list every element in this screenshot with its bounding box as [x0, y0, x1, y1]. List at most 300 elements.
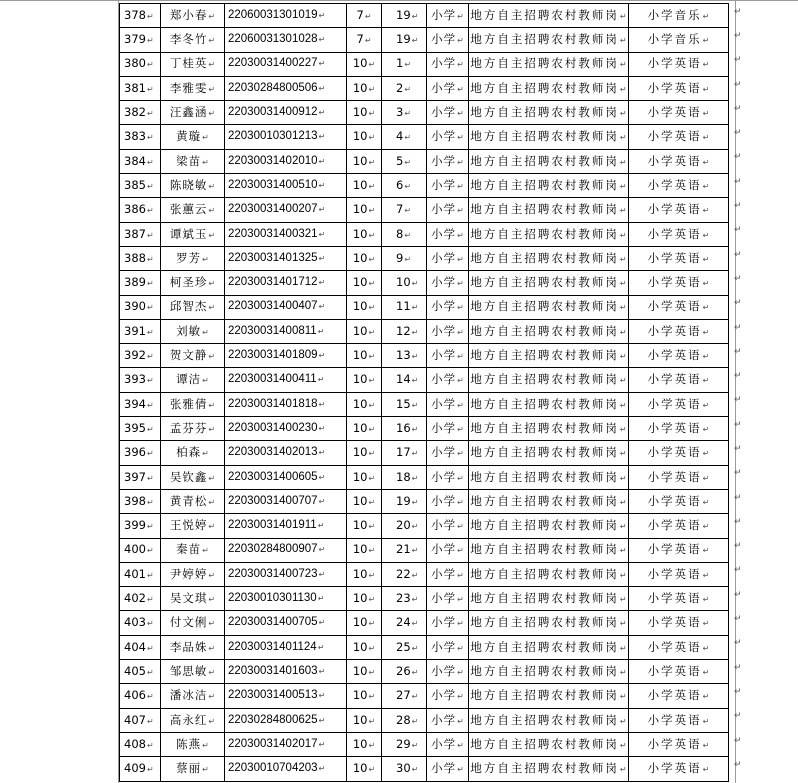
cell-score-text: 10 — [352, 153, 368, 168]
cell-exam-id-text: 22030031401809 — [228, 349, 318, 362]
cell-end-mark-icon: ↵ — [619, 692, 627, 702]
row-end-mark-icon: ↵ — [734, 249, 742, 260]
cell-score — [347, 417, 382, 441]
cell-name — [161, 611, 225, 635]
cell-position-text: 地方自主招聘农村教师岗 — [470, 663, 619, 678]
cell-name-text: 孟芬芬 — [169, 420, 208, 435]
results-table — [119, 3, 729, 782]
cell-exam-id — [225, 587, 347, 611]
cell-level-text: 小学 — [431, 323, 457, 338]
cell-level — [427, 441, 469, 465]
cell-end-mark-icon: ↵ — [208, 60, 216, 70]
cell-subject — [629, 392, 729, 416]
cell-subject-text: 小学英语 — [647, 129, 702, 144]
cell-subject — [629, 4, 729, 28]
cell-end-mark-icon: ↵ — [368, 595, 376, 605]
cell-end-mark-icon: ↵ — [619, 765, 627, 775]
cell-number-text: 378 — [124, 7, 146, 22]
row-end-mark-icon: ↵ — [734, 322, 742, 333]
cell-position — [469, 52, 629, 76]
row-end-mark-icon: ↵ — [734, 759, 742, 770]
cell-end-mark-icon: ↵ — [368, 570, 376, 580]
cell-end-mark-icon: ↵ — [208, 473, 216, 483]
table-row — [120, 52, 729, 76]
cell-end-mark-icon: ↵ — [318, 83, 326, 93]
cell-score — [347, 174, 382, 198]
cell-rank — [382, 246, 427, 270]
cell-number — [120, 587, 161, 611]
cell-end-mark-icon: ↵ — [457, 60, 464, 70]
cell-level — [427, 101, 469, 125]
cell-end-mark-icon: ↵ — [208, 643, 216, 653]
cell-number-text: 384 — [124, 153, 146, 168]
cell-end-mark-icon: ↵ — [318, 156, 326, 166]
cell-rank-text: 1 — [396, 56, 404, 71]
cell-score — [347, 101, 382, 125]
cell-end-mark-icon: ↵ — [702, 11, 710, 21]
cell-subject — [629, 101, 729, 125]
cell-position-text: 地方自主招聘农村教师岗 — [470, 202, 619, 217]
cell-level — [427, 222, 469, 246]
cell-level — [427, 465, 469, 489]
cell-end-mark-icon: ↵ — [146, 84, 154, 94]
cell-exam-id-text: 22030031401325 — [228, 251, 318, 264]
cell-subject-text: 小学英语 — [647, 542, 702, 557]
cell-exam-id-text: 22030031400230 — [228, 421, 318, 434]
cell-score-text: 7 — [356, 32, 364, 47]
table-row — [120, 392, 729, 416]
cell-number-text: 404 — [124, 639, 146, 654]
cell-rank — [382, 489, 427, 513]
cell-end-mark-icon: ↵ — [368, 230, 376, 240]
cell-end-mark-icon: ↵ — [457, 595, 464, 605]
cell-end-mark-icon: ↵ — [702, 181, 710, 191]
cell-end-mark-icon: ↵ — [702, 667, 710, 677]
cell-exam-id-text: 22030031402013 — [228, 446, 318, 459]
cell-number — [120, 660, 161, 684]
cell-exam-id — [225, 684, 347, 708]
cell-rank-text: 22 — [396, 566, 411, 581]
cell-score — [347, 538, 382, 562]
cell-number-text: 395 — [124, 420, 146, 435]
cell-subject-text: 小学英语 — [647, 493, 702, 508]
table-row — [120, 538, 729, 562]
cell-end-mark-icon: ↵ — [457, 230, 464, 240]
cell-score-text: 10 — [352, 688, 368, 703]
cell-level — [427, 271, 469, 295]
cell-end-mark-icon: ↵ — [457, 157, 464, 167]
cell-position — [469, 660, 629, 684]
cell-position — [469, 198, 629, 222]
cell-end-mark-icon: ↵ — [146, 595, 154, 605]
cell-position-text: 地方自主招聘农村教师岗 — [470, 323, 619, 338]
cell-end-mark-icon: ↵ — [457, 279, 464, 289]
cell-rank — [382, 28, 427, 52]
cell-rank — [382, 392, 427, 416]
cell-end-mark-icon: ↵ — [146, 740, 154, 750]
table-row — [120, 344, 729, 368]
cell-name — [161, 125, 225, 149]
cell-number — [120, 344, 161, 368]
cell-subject-text: 小学英语 — [647, 226, 702, 241]
cell-exam-id — [225, 125, 347, 149]
cell-rank-text: 2 — [396, 80, 404, 95]
cell-subject — [629, 198, 729, 222]
cell-subject-text: 小学英语 — [647, 688, 702, 703]
cell-end-mark-icon: ↵ — [702, 327, 710, 337]
cell-subject — [629, 708, 729, 732]
cell-end-mark-icon: ↵ — [146, 692, 154, 702]
cell-name — [161, 660, 225, 684]
cell-subject — [629, 514, 729, 538]
cell-subject-text: 小学英语 — [647, 761, 702, 776]
cell-end-mark-icon: ↵ — [404, 254, 412, 264]
cell-position-text: 地方自主招聘农村教师岗 — [470, 639, 619, 654]
cell-rank-text: 27 — [396, 688, 411, 703]
cell-level-text: 小学 — [431, 591, 457, 606]
cell-end-mark-icon: ↵ — [318, 715, 326, 725]
row-end-mark-icon: ↵ — [734, 346, 742, 357]
cell-name — [161, 538, 225, 562]
table-row — [120, 76, 729, 100]
cell-end-mark-icon: ↵ — [619, 109, 627, 119]
table-row — [120, 635, 729, 659]
cell-end-mark-icon: ↵ — [411, 546, 419, 556]
cell-name-text: 李冬竹 — [169, 32, 208, 47]
cell-score-text: 10 — [352, 445, 368, 460]
table-row — [120, 489, 729, 513]
cell-name-text: 张蕙云 — [169, 202, 208, 217]
cell-score — [347, 514, 382, 538]
cell-rank — [382, 222, 427, 246]
cell-level — [427, 538, 469, 562]
cell-score — [347, 319, 382, 343]
cell-number-text: 402 — [124, 591, 146, 606]
row-end-mark-icon: ↵ — [734, 55, 742, 66]
cell-name-text: 黄青松 — [169, 493, 208, 508]
cell-position — [469, 757, 629, 781]
cell-rank-text: 23 — [396, 591, 411, 606]
cell-end-mark-icon: ↵ — [208, 522, 216, 532]
row-end-mark-icon: ↵ — [734, 30, 742, 41]
cell-name — [161, 76, 225, 100]
cell-score — [347, 149, 382, 173]
cell-subject-text: 小学英语 — [647, 299, 702, 314]
cell-number-text: 396 — [124, 445, 146, 460]
cell-number — [120, 271, 161, 295]
cell-end-mark-icon: ↵ — [619, 400, 627, 410]
cell-position-text: 地方自主招聘农村教师岗 — [470, 80, 619, 95]
cell-end-mark-icon: ↵ — [411, 595, 419, 605]
cell-subject-text: 小学英语 — [647, 80, 702, 95]
cell-number — [120, 635, 161, 659]
cell-end-mark-icon: ↵ — [318, 180, 326, 190]
cell-subject-text: 小学英语 — [647, 591, 702, 606]
cell-end-mark-icon: ↵ — [457, 11, 464, 21]
cell-name-text: 汪鑫涵 — [169, 105, 208, 120]
cell-rank-text: 19 — [396, 7, 411, 22]
row-end-mark-icon: ↵ — [734, 735, 742, 746]
cell-end-mark-icon: ↵ — [368, 643, 376, 653]
cell-name-text: 刘敏 — [176, 323, 202, 338]
cell-name-text: 吴文琪 — [169, 591, 208, 606]
cell-end-mark-icon: ↵ — [368, 497, 376, 507]
cell-exam-id-text: 22030031400227 — [228, 57, 318, 70]
cell-position-text: 地方自主招聘农村教师岗 — [470, 105, 619, 120]
cell-score — [347, 587, 382, 611]
cell-end-mark-icon: ↵ — [411, 716, 419, 726]
cell-end-mark-icon: ↵ — [702, 740, 710, 750]
cell-rank-text: 13 — [396, 348, 411, 363]
cell-end-mark-icon: ↵ — [146, 619, 154, 629]
table-row — [120, 271, 729, 295]
cell-number-text: 399 — [124, 518, 146, 533]
cell-subject-text: 小学英语 — [647, 639, 702, 654]
cell-subject — [629, 441, 729, 465]
cell-position — [469, 538, 629, 562]
cell-rank — [382, 52, 427, 76]
cell-end-mark-icon: ↵ — [317, 326, 325, 336]
cell-subject — [629, 174, 729, 198]
cell-subject — [629, 732, 729, 756]
cell-number — [120, 538, 161, 562]
cell-end-mark-icon: ↵ — [702, 546, 710, 556]
cell-rank — [382, 708, 427, 732]
cell-name — [161, 295, 225, 319]
cell-level — [427, 295, 469, 319]
cell-end-mark-icon: ↵ — [702, 595, 710, 605]
cell-end-mark-icon: ↵ — [368, 133, 376, 143]
cell-end-mark-icon: ↵ — [202, 133, 209, 143]
cell-level-text: 小学 — [431, 615, 457, 630]
cell-end-mark-icon: ↵ — [702, 352, 710, 362]
cell-end-mark-icon: ↵ — [457, 619, 464, 629]
cell-end-mark-icon: ↵ — [404, 206, 412, 216]
cell-rank-text: 18 — [396, 469, 411, 484]
cell-end-mark-icon: ↵ — [702, 497, 710, 507]
cell-position — [469, 76, 629, 100]
cell-position — [469, 417, 629, 441]
cell-end-mark-icon: ↵ — [457, 643, 464, 653]
row-end-mark-icon: ↵ — [734, 201, 742, 212]
cell-level-text: 小学 — [431, 56, 457, 71]
cell-level-text: 小学 — [431, 639, 457, 654]
cell-position — [469, 489, 629, 513]
cell-end-mark-icon: ↵ — [619, 667, 627, 677]
cell-end-mark-icon: ↵ — [208, 716, 216, 726]
cell-exam-id — [225, 368, 347, 392]
cell-subject-text: 小学英语 — [647, 663, 702, 678]
cell-end-mark-icon: ↵ — [146, 303, 154, 313]
cell-exam-id-text: 22030031400513 — [228, 689, 318, 702]
row-end-mark-icon: ↵ — [734, 6, 742, 17]
cell-level-text: 小学 — [431, 712, 457, 727]
cell-end-mark-icon: ↵ — [318, 399, 326, 409]
cell-end-mark-icon: ↵ — [318, 691, 326, 701]
cell-end-mark-icon: ↵ — [208, 400, 216, 410]
cell-name-text: 吴钦鑫 — [169, 469, 208, 484]
cell-number-text: 387 — [124, 226, 146, 241]
cell-end-mark-icon: ↵ — [702, 376, 710, 386]
cell-position-text: 地方自主招聘农村教师岗 — [470, 7, 619, 22]
cell-end-mark-icon: ↵ — [411, 327, 419, 337]
cell-end-mark-icon: ↵ — [146, 181, 154, 191]
cell-level — [427, 198, 469, 222]
cell-end-mark-icon: ↵ — [619, 36, 627, 46]
cell-score-text: 10 — [352, 518, 368, 533]
table-row — [120, 587, 729, 611]
cell-number — [120, 149, 161, 173]
cell-position — [469, 368, 629, 392]
cell-end-mark-icon: ↵ — [457, 546, 464, 556]
cell-rank-text: 6 — [396, 177, 404, 192]
cell-end-mark-icon: ↵ — [368, 522, 376, 532]
cell-end-mark-icon: ↵ — [146, 449, 154, 459]
cell-number-text: 390 — [124, 299, 146, 314]
cell-name-text: 丁桂英 — [169, 56, 208, 71]
cell-name — [161, 562, 225, 586]
cell-exam-id-text: 22030031401603 — [228, 664, 318, 677]
cell-number-text: 391 — [124, 323, 146, 338]
cell-end-mark-icon: ↵ — [318, 472, 326, 482]
cell-subject-text: 小学英语 — [647, 323, 702, 338]
cell-end-mark-icon: ↵ — [318, 496, 326, 506]
cell-position — [469, 635, 629, 659]
cell-end-mark-icon: ↵ — [208, 84, 216, 94]
cell-position — [469, 344, 629, 368]
table-row — [120, 757, 729, 781]
cell-name-text: 梁苗 — [176, 153, 202, 168]
cell-exam-id — [225, 28, 347, 52]
cell-level — [427, 587, 469, 611]
cell-subject — [629, 271, 729, 295]
cell-end-mark-icon: ↵ — [702, 84, 710, 94]
cell-end-mark-icon: ↵ — [619, 133, 627, 143]
table-row — [120, 4, 729, 28]
cell-end-mark-icon: ↵ — [411, 765, 419, 775]
cell-score — [347, 52, 382, 76]
cell-rank — [382, 76, 427, 100]
cell-rank — [382, 514, 427, 538]
cell-rank — [382, 4, 427, 28]
cell-rank-text: 20 — [396, 518, 411, 533]
cell-score — [347, 635, 382, 659]
cell-end-mark-icon: ↵ — [146, 157, 154, 167]
cell-name — [161, 441, 225, 465]
cell-end-mark-icon: ↵ — [318, 10, 326, 20]
cell-exam-id-text: 22030010301213 — [228, 130, 318, 143]
cell-rank-text: 29 — [396, 736, 411, 751]
cell-exam-id-text: 22060031301019 — [228, 8, 318, 21]
cell-name-text: 柯圣珍 — [169, 275, 208, 290]
cell-end-mark-icon: ↵ — [457, 740, 464, 750]
cell-score — [347, 611, 382, 635]
cell-subject — [629, 125, 729, 149]
cell-name — [161, 417, 225, 441]
cell-exam-id — [225, 319, 347, 343]
cell-number-text: 398 — [124, 493, 146, 508]
cell-name — [161, 344, 225, 368]
cell-rank-text: 16 — [396, 420, 411, 435]
cell-name-text: 尹婷婷 — [169, 566, 208, 581]
cell-number — [120, 489, 161, 513]
cell-rank — [382, 174, 427, 198]
cell-exam-id — [225, 295, 347, 319]
cell-level-text: 小学 — [431, 736, 457, 751]
cell-end-mark-icon: ↵ — [619, 206, 627, 216]
table-row — [120, 708, 729, 732]
cell-end-mark-icon: ↵ — [208, 595, 216, 605]
cell-score — [347, 708, 382, 732]
cell-score-text: 10 — [352, 639, 368, 654]
cell-position-text: 地方自主招聘农村教师岗 — [470, 348, 619, 363]
cell-number — [120, 4, 161, 28]
cell-exam-id-text: 22030031400510 — [228, 178, 318, 191]
cell-end-mark-icon: ↵ — [368, 352, 376, 362]
cell-end-mark-icon: ↵ — [702, 303, 710, 313]
cell-end-mark-icon: ↵ — [318, 35, 326, 45]
cell-level-text: 小学 — [431, 105, 457, 120]
cell-level-text: 小学 — [431, 153, 457, 168]
cell-subject-text: 小学英语 — [647, 445, 702, 460]
cell-end-mark-icon: ↵ — [368, 303, 376, 313]
cell-subject — [629, 635, 729, 659]
cell-end-mark-icon: ↵ — [208, 570, 216, 580]
cell-score — [347, 198, 382, 222]
cell-level — [427, 757, 469, 781]
cell-position — [469, 562, 629, 586]
cell-rank-text: 25 — [396, 639, 411, 654]
cell-end-mark-icon: ↵ — [411, 376, 419, 386]
cell-position-text: 地方自主招聘农村教师岗 — [470, 469, 619, 484]
cell-level-text: 小学 — [431, 7, 457, 22]
cell-position-text: 地方自主招聘农村教师岗 — [470, 396, 619, 411]
cell-rank — [382, 587, 427, 611]
cell-level — [427, 660, 469, 684]
cell-rank — [382, 295, 427, 319]
cell-level — [427, 344, 469, 368]
cell-exam-id-text: 22030031400411 — [228, 373, 317, 386]
cell-rank-text: 19 — [396, 493, 411, 508]
cell-number-text: 403 — [124, 615, 146, 630]
cell-end-mark-icon: ↵ — [457, 109, 464, 119]
cell-level — [427, 684, 469, 708]
cell-score-text: 10 — [352, 663, 368, 678]
cell-position-text: 地方自主招聘农村教师岗 — [470, 226, 619, 241]
cell-position-text: 地方自主招聘农村教师岗 — [470, 591, 619, 606]
cell-subject-text: 小学英语 — [647, 348, 702, 363]
cell-score — [347, 271, 382, 295]
cell-position-text: 地方自主招聘农村教师岗 — [470, 250, 619, 265]
cell-rank-text: 21 — [396, 542, 411, 557]
cell-level-text: 小学 — [431, 518, 457, 533]
cell-score — [347, 732, 382, 756]
cell-end-mark-icon: ↵ — [146, 133, 154, 143]
cell-subject — [629, 295, 729, 319]
cell-score — [347, 76, 382, 100]
table-row — [120, 732, 729, 756]
cell-level — [427, 368, 469, 392]
cell-number-text: 409 — [124, 761, 146, 776]
cell-rank — [382, 635, 427, 659]
table-row — [120, 514, 729, 538]
cell-end-mark-icon: ↵ — [619, 424, 627, 434]
cell-level-text: 小学 — [431, 688, 457, 703]
cell-end-mark-icon: ↵ — [702, 619, 710, 629]
row-end-mark-icon: ↵ — [734, 443, 742, 454]
cell-score — [347, 295, 382, 319]
cell-end-mark-icon: ↵ — [702, 765, 710, 775]
